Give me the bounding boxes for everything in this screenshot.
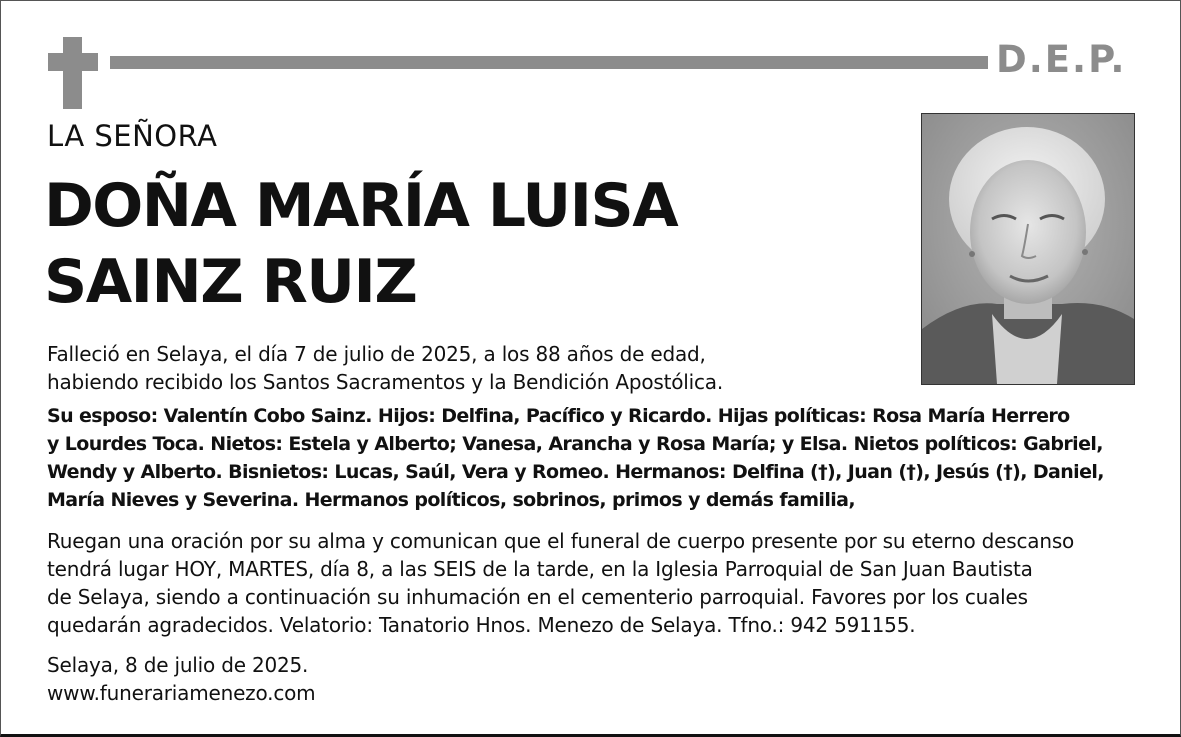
family-members-paragraph [47, 402, 1104, 514]
family-line: María Nieves y Severina. Hermanos políticos, sobrinos, primos y demás familia, [47, 489, 855, 511]
funeral-details-paragraph [47, 527, 1074, 639]
dep-label: D.E.P. [996, 38, 1127, 81]
footer [47, 651, 315, 707]
death-notice-line: habiendo recibido los Santos Sacramentos y la Bendición Apostólica. [47, 370, 724, 394]
death-notice-line: Falleció en Selaya, el día 7 de julio de 2025, a los 88 años de edad, [47, 342, 706, 366]
cross-icon [48, 37, 98, 109]
deceased-name [44, 168, 677, 320]
place-date: Selaya, 8 de julio de 2025. [47, 653, 309, 677]
website-link[interactable]: www.funerariamenezo.com [47, 681, 316, 705]
death-notice-paragraph [47, 340, 723, 396]
family-line: y Lourdes Toca. Nietos: Estela y Alberto; Vanesa, Arancha y Rosa María; y Elsa. Nietos políticos: Gabriel, [47, 433, 1103, 455]
honorific-title: LA SEÑORA [47, 119, 218, 153]
family-line: Su esposo: Valentín Cobo Sainz. Hijos: Delfina, Pacífico y Ricardo. Hijas políticas: Rosa María Herrero [47, 405, 1070, 427]
funeral-line: Ruegan una oración por su alma y comunican que el funeral de cuerpo presente por su eterno descanso [47, 529, 1075, 553]
deceased-name-line-2: SAINZ RUIZ [44, 247, 417, 317]
funeral-line: de Selaya, siendo a continuación su inhumación en el cementerio parroquial. Favores por los cuales [47, 585, 1028, 609]
header-rule [110, 56, 988, 69]
deceased-name-line-1: DOÑA MARÍA LUISA [44, 171, 678, 241]
deceased-portrait-photo [921, 113, 1135, 385]
funeral-line: quedarán agradecidos. Velatorio: Tanatorio Hnos. Menezo de Selaya. Tfno.: 942 591155. [47, 613, 916, 637]
funeral-line: tendrá lugar HOY, MARTES, día 8, a las SEIS de la tarde, en la Iglesia Parroquial de San Juan Bautista [47, 557, 1033, 581]
family-line: Wendy y Alberto. Bisnietos: Lucas, Saúl, Vera y Romeo. Hermanos: Delfina (†), Juan (†), Jesús (†), Daniel, [47, 461, 1104, 483]
